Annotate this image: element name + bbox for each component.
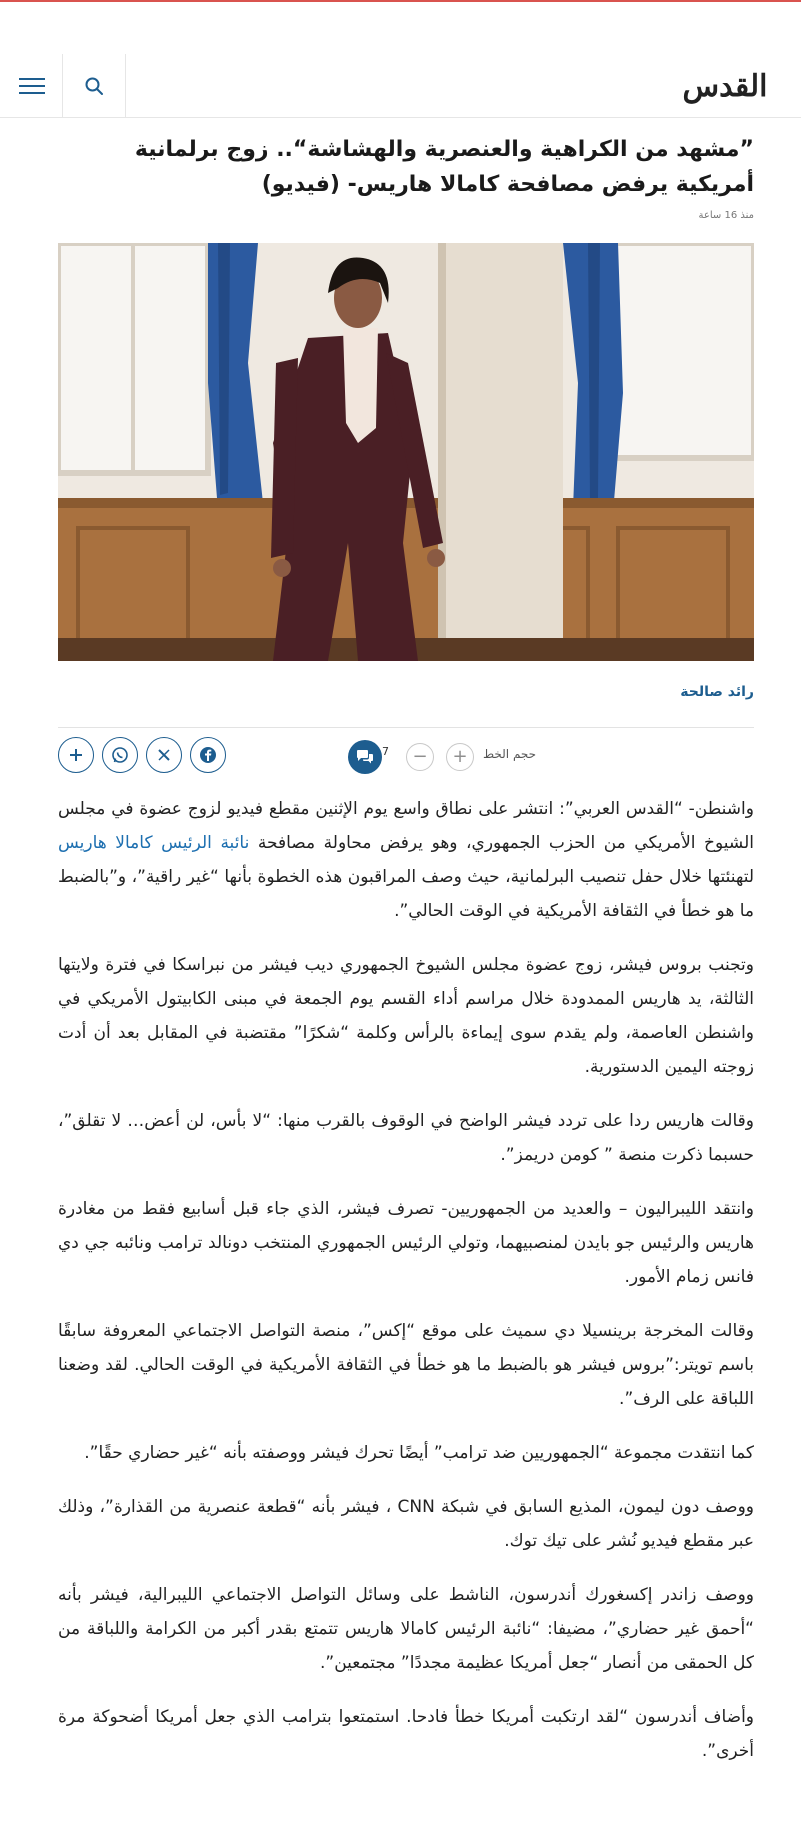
p1-text-after: لتهنئتها خلال حفل تنصيب البرلمانية، حيث وصف المراقبون هذه الخطوة بأنها “غير راقية”، و”بالضبط ما هو خطأ في الثقافة الأمريكية في الوقت الحالي”. [58,867,754,921]
hamburger-icon [19,76,45,96]
logo-text: القدس [682,68,768,104]
minus-icon: − [412,746,428,767]
paragraph-6: كما انتقدت مجموعة “الجمهوريين ضد ترامب” أيضًا تحرك فيشر ووصفته بأنه “غير حضاري حقًا”. [84,1443,754,1463]
paragraph-7: ووصف دون ليمون، المذيع السابق في شبكة CNN ، فيشر بأنه “قطعة عنصرية من القذارة”، وذلك عبر مقطع فيديو نُشر على تيك توك. [58,1497,755,1551]
font-size-label: حجم الخط [483,747,537,761]
publish-time: منذ 16 ساعة [698,210,754,221]
plus-icon: + [452,746,468,767]
paragraph-4: وانتقد الليبراليون – والعديد من الجمهوريين- تصرف فيشر، الذي جاء قبل أسابيع فقط من مغادرة هاريس والرئيس جو بايدن لمنصبيهما، وتولي الرئيس الجمهوري المنتخب دونالد ترامب ونائبه جي دي فانس زمام الأمور. [58,1199,754,1287]
font-decrease-button[interactable] [406,743,434,771]
share-whatsapp-button[interactable] [102,737,138,773]
facebook-icon [199,746,217,764]
top-accent-line [0,0,801,2]
share-more-button[interactable] [58,737,94,773]
p1-text-before: واشنطن- “القدس العربي”: انتشر على نطاق واسع يوم الإثنين مقطع فيديو لزوج عضوة في مجلس الشيوخ الأمريكي من الحزب الجمهوري، وهو يرفض محاولة مصافحة [58,799,754,853]
article-title: ”مشهد من الكراهية والعنصرية والهشاشة“.. زوج برلمانية أمريكية يرفض مصافحة كامالا هاريس- (فيديو) [134,137,754,197]
article-hero-image[interactable] [58,243,754,661]
hero-illustration [58,243,754,661]
font-increase-button[interactable] [446,743,474,771]
author-name[interactable]: رائد صالحة [680,684,754,700]
x-icon [157,748,171,762]
whatsapp-icon [111,746,129,764]
site-logo[interactable] [675,68,775,104]
article-toolbar [58,735,754,779]
paragraph-9: وأضاف أندرسون “لقد ارتكبت أمريكا خطأ فادحا. استمتعوا بترامب الذي جعل أمريكا أضحوكة مرة أخرى”. [58,1707,754,1761]
comments-button[interactable] [348,740,382,774]
vice-president-link[interactable]: نائبة الرئيس كامالا هاريس [58,833,250,853]
site-header [0,54,801,118]
toolbar-divider [58,727,754,728]
paragraph-3: وقالت هاريس ردا على تردد فيشر الواضح في الوقوف بالقرب منها: “لا بأس، لن أعض… لا تقلق”، حسبما ذكرت منصة ” كومن دريمز”. [58,1111,754,1165]
search-icon [84,76,104,96]
share-facebook-button[interactable] [190,737,226,773]
paragraph-5: وقالت المخرجة برينسيلا دي سميث على موقع “إكس”، منصة التواصل الاجتماعي المعروفة سابقًا باسم تويتر:”بروس فيشر هو بالضبط ما هو خطأ في الثقافة الأمريكية في الوقت الحالي. لقد وضعنا اللباقة على الرف”. [58,1321,754,1409]
paragraph-8: ووصف زاندر إكسغورك أندرسون، الناشط على وسائل التواصل الاجتماعي الليبرالية، فيشر بأنه “أحمق غير حضاري”، مضيفا: “نائبة الرئيس كامالا هاريس تتمتع بقدر أكبر من الكرامة واللباقة من كل الحمقى من أنصار “جعل أمريكا عظيمة مجددًا” مجتمعين”. [58,1585,754,1673]
menu-button[interactable] [0,54,64,118]
paragraph-1 [58,792,754,928]
article-body [58,792,754,1788]
share-x-button[interactable] [146,737,182,773]
search-button[interactable] [62,54,126,118]
plus-icon [69,748,83,762]
comment-count: 7 [382,745,389,758]
comments-icon [356,749,374,765]
paragraph-2: وتجنب بروس فيشر، زوج عضوة مجلس الشيوخ الجمهوري ديب فيشر من نبراسكا في فترة ولايتها الثالثة، يد هاريس الممدودة خلال مراسم أداء القسم يوم الجمعة في مبنى الكابيتول الأمريكي في واشنطن العاصمة، ولم يقدم سوى إيماءة بالرأس وكلمة “شكرًا” مقتضبة في المقابل بعد أن أدت زوجته اليمين الدستورية. [58,955,754,1077]
